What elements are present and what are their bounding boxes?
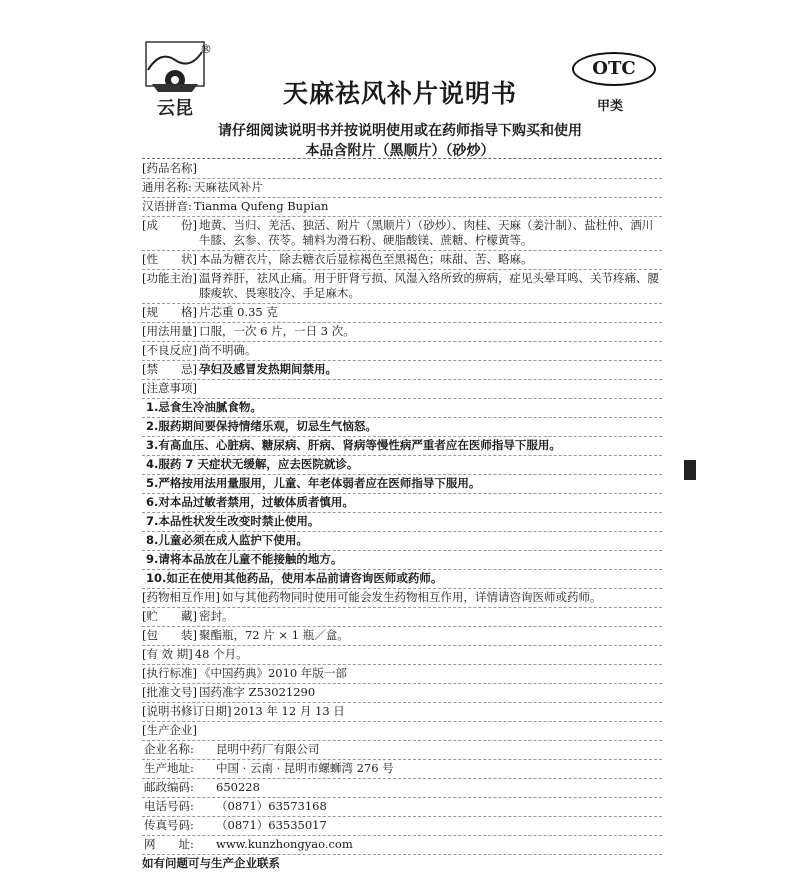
precaution-item <box>142 513 662 532</box>
field-label: [执行标准] <box>142 666 197 680</box>
info-row-b-4 <box>142 665 662 684</box>
info-row-5 <box>142 270 662 304</box>
registered-mark: ® <box>200 42 212 56</box>
field-value: 聚酯瓶，72 片 × 1 瓶／盒。 <box>198 628 349 642</box>
precaution-item <box>142 551 662 570</box>
otc-badge: OTC <box>572 52 656 86</box>
field-label: 生产地址: <box>144 761 194 775</box>
field-value: 650228 <box>216 780 260 794</box>
field-value: 片芯重 0.35 克 <box>198 305 278 319</box>
precaution-text: 2.服药期间要保持情绪乐观，切忌生气恼怒。 <box>146 419 377 433</box>
info-row-b-6 <box>142 703 662 722</box>
contact-footer: 如有问题可与生产企业联系 <box>142 856 280 870</box>
precaution-text: 8.儿童必须在成人监护下使用。 <box>146 533 308 547</box>
company-row-0 <box>142 741 662 760</box>
info-row-9 <box>142 361 662 380</box>
precaution-item <box>142 399 662 418</box>
precaution-text: 6.对本品过敏者禁用，过敏体质者慎用。 <box>146 495 354 509</box>
precaution-text: 1.忌食生冷油腻食物。 <box>146 400 262 414</box>
info-row-8 <box>142 342 662 361</box>
field-label: 邮政编码: <box>144 780 194 794</box>
precaution-text: 4.服药 7 天症状无缓解，应去医院就诊。 <box>146 457 359 471</box>
field-value: 昆明中药厂有限公司 <box>216 742 320 756</box>
field-label: [包 装] <box>142 628 197 642</box>
precaution-text: 9.请将本品放在儿童不能接触的地方。 <box>146 552 343 566</box>
precaution-item <box>142 532 662 551</box>
field-value: 本品为糖衣片，除去糖衣后显棕褐色至黑褐色；味甜、苦、略麻。 <box>198 252 533 266</box>
field-label: 网 址: <box>144 837 194 851</box>
field-label: [功能主治] <box>142 271 197 285</box>
precaution-text: 5.严格按用法用量服用，儿童、年老体弱者应在医师指导下服用。 <box>146 476 481 490</box>
company-row-2 <box>142 779 662 798</box>
ingredient-notice: 本品含附片（黑顺片）（砂炒） <box>305 143 495 159</box>
field-value: （0871）63573168 <box>216 799 327 813</box>
field-label: [批准文号] <box>142 685 197 699</box>
field-label: [药品名称] <box>142 161 197 175</box>
field-label: [贮 藏] <box>142 609 197 623</box>
precaution-text: 10.如正在使用其他药品，使用本品前请咨询医师或药师。 <box>146 571 443 585</box>
logo-text: 云昆 <box>157 98 193 119</box>
info-row-b-5 <box>142 684 662 703</box>
field-value: 地黄、当归、羌活、独活、附片（黑顺片）（砂炒）、肉桂、天麻（姜汁制）、盐杜仲、酒川牛膝、玄参、茯苓。辅料为滑石粉、硬脂酸镁、蔗糖、柠檬黄等。 <box>198 218 654 247</box>
top-divider <box>142 158 662 159</box>
info-row-7 <box>142 323 662 342</box>
field-value: 48 个月。 <box>194 647 248 661</box>
company-row-3 <box>142 798 662 817</box>
field-value: 中国 · 云南 · 昆明市螺蛳湾 276 号 <box>216 761 394 775</box>
info-row-2 <box>142 198 662 217</box>
info-row-0 <box>142 160 662 179</box>
field-value: www.kunzhongyao.com <box>216 837 353 851</box>
page-title: 天麻祛风补片说明书 <box>282 79 517 108</box>
field-value: 孕妇及感冒发热期间禁用。 <box>198 362 337 376</box>
company-row-1 <box>142 760 662 779</box>
field-value: 2013 年 12 月 13 日 <box>233 704 345 718</box>
field-label: 电话号码: <box>144 799 194 813</box>
precaution-item <box>142 494 662 513</box>
field-value: 《中国药典》2010 年版一部 <box>198 666 347 680</box>
info-row-6 <box>142 304 662 323</box>
field-label: 通用名称: <box>142 180 192 194</box>
field-value: 尚不明确。 <box>198 343 257 357</box>
field-value: 口服，一次 6 片，一日 3 次。 <box>198 324 355 338</box>
company-heading: [生产企业] <box>142 722 662 741</box>
company-row-4 <box>142 817 662 836</box>
precaution-text: 3.有高血压、心脏病、糖尿病、肝病、肾病等慢性病严重者应在医师指导下服用。 <box>146 438 561 452</box>
field-value: 温肾养肝，祛风止痛。用于肝肾亏损、风湿入络所致的痹病，症见头晕耳鸣、关节疼痛、腰膝痠软、畏寒肢冷、手足麻木。 <box>198 271 659 300</box>
field-label: [禁 忌] <box>142 362 197 376</box>
field-label: [规 格] <box>142 305 197 319</box>
field-label: [有 效 期] <box>142 647 193 661</box>
field-label: [性 状] <box>142 252 197 266</box>
precaution-item <box>142 475 662 494</box>
field-value: 天麻祛风补片 <box>193 180 263 194</box>
field-value: Tianma Qufeng Bupian <box>193 199 329 213</box>
otc-class-label: 甲类 <box>597 99 624 114</box>
info-row-b-3 <box>142 646 662 665</box>
info-row-b-2 <box>142 627 662 646</box>
field-value <box>199 161 662 176</box>
field-value: 密封。 <box>198 609 234 623</box>
precaution-text: 7.本品性状发生改变时禁止使用。 <box>146 514 320 528</box>
field-value: （0871）63535017 <box>216 818 327 832</box>
field-label: 汉语拼音: <box>142 199 192 213</box>
precaution-item <box>142 418 662 437</box>
precautions-heading: [注意事项] <box>142 380 662 399</box>
field-label: [药物相互作用] <box>142 590 220 604</box>
field-label: [不良反应] <box>142 343 197 357</box>
field-label: [成 份] <box>142 218 197 232</box>
info-row-1 <box>142 179 662 198</box>
info-row-b-1 <box>142 608 662 627</box>
company-row-5 <box>142 836 662 855</box>
precaution-item <box>142 437 662 456</box>
field-label: [用法用量] <box>142 324 197 338</box>
edge-marker <box>684 460 696 480</box>
usage-notice: 请仔细阅读说明书并按说明使用或在药师指导下购买和使用 <box>218 123 582 139</box>
info-row-b-0 <box>142 589 662 608</box>
field-label: 传真号码: <box>144 818 194 832</box>
field-label: 企业名称: <box>144 742 194 756</box>
leaflet-body <box>142 160 662 873</box>
field-label: [说明书修订日期] <box>142 704 232 718</box>
field-value: 如与其他药物同时使用可能会发生药物相互作用，详情请咨询医师或药师。 <box>221 590 602 604</box>
precaution-item <box>142 456 662 475</box>
info-row-4 <box>142 251 662 270</box>
precaution-item <box>142 570 662 589</box>
info-row-3 <box>142 217 662 251</box>
field-value: 国药准字 Z53021290 <box>198 685 316 699</box>
